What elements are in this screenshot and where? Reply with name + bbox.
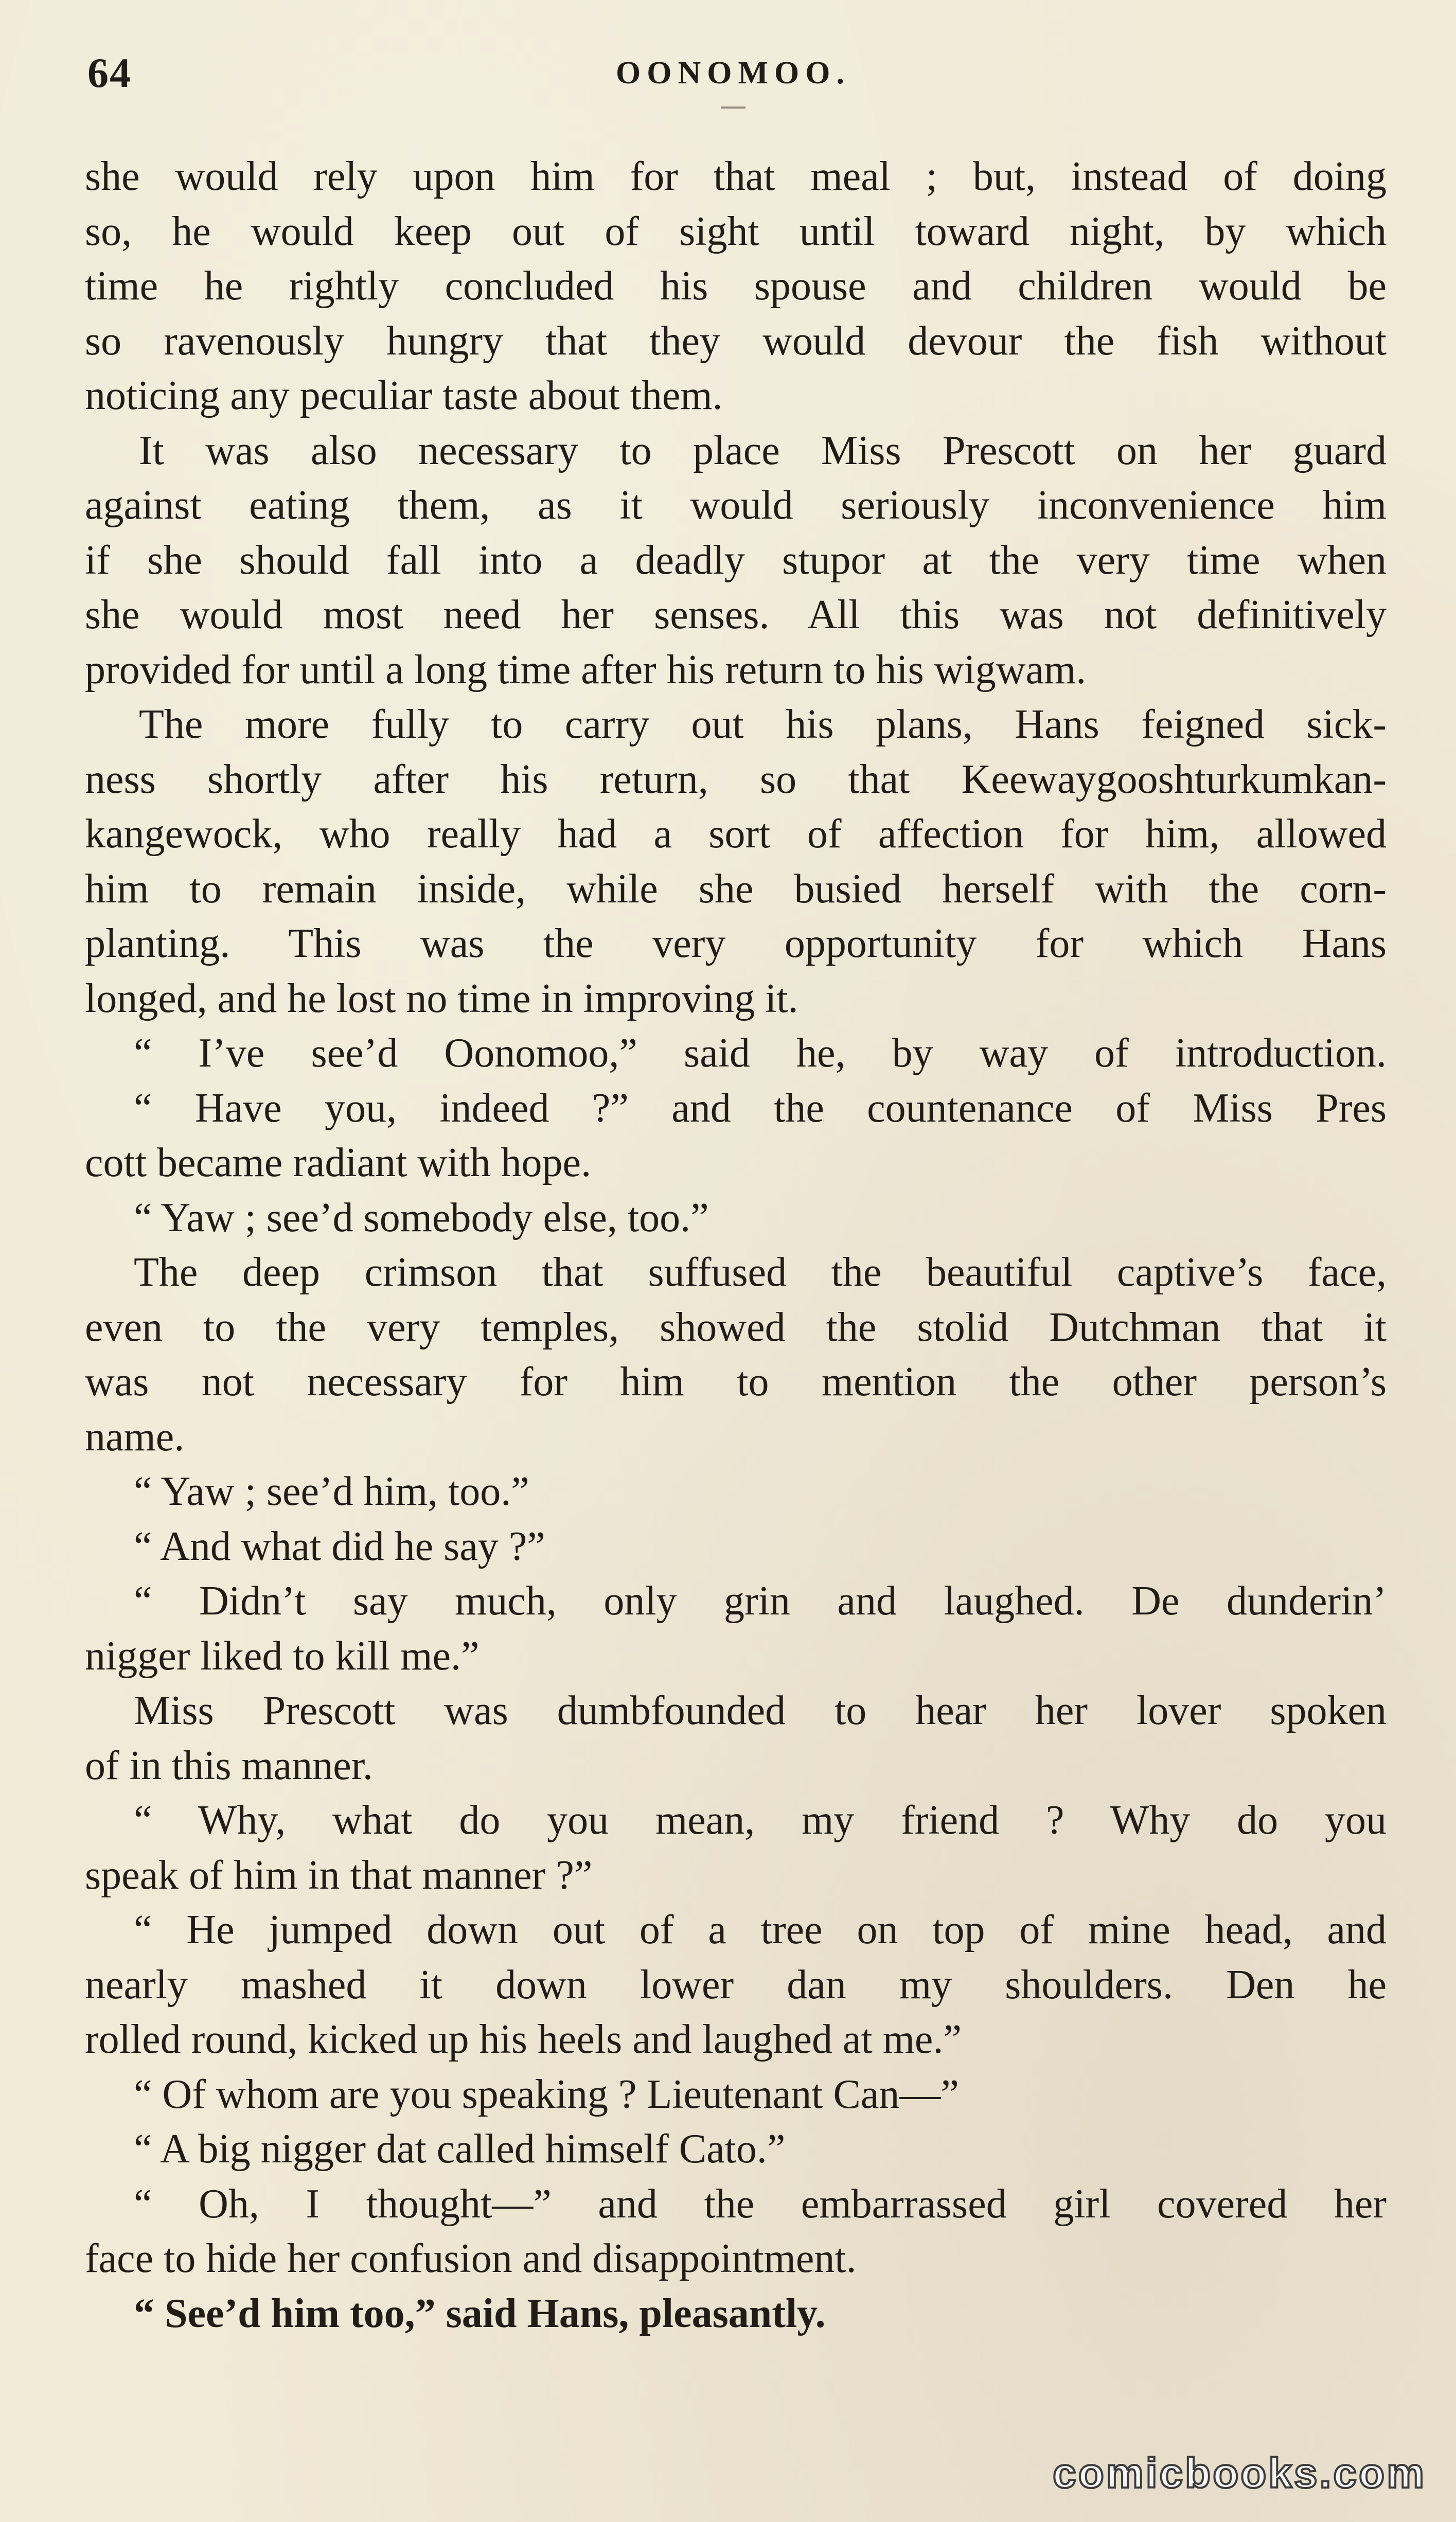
text-line: “ Yaw ; see’d somebody else, too.” <box>134 1195 709 1240</box>
text-line: longed, and he lost no time in improving it. <box>85 975 798 1021</box>
text-line: “ I’ve see’d Oonomoo,” said he, by way of introduction. <box>134 1031 1387 1076</box>
text-line: speak of him in that manner ?” <box>85 1852 593 1898</box>
text-line: “ See’d him too,” said Hans, pleasantly. <box>134 2290 826 2336</box>
text-line: rolled round, kicked up his heels and laughed at me.” <box>85 2017 962 2062</box>
running-head: OONOMOO. <box>616 56 850 91</box>
text-line: so ravenously hungry that they would devour the fish without <box>85 318 1387 364</box>
text-line: “ He jumped down out of a tree on top of mine head, and <box>134 1907 1387 1952</box>
text-line: so, he would keep out of sight until toward night, by which <box>85 208 1387 254</box>
page-header <box>87 49 1379 111</box>
text-line: against eating them, as it would seriously inconvenience him <box>85 483 1387 528</box>
text-line: noticing any peculiar taste about them. <box>85 373 723 418</box>
text-line: Miss Prescott was dumbfounded to hear her lover spoken <box>134 1688 1387 1733</box>
text-line: ness shortly after his return, so that Keewaygooshturkumkan- <box>85 756 1387 802</box>
text-line: face to hide her confusion and disappointment. <box>85 2236 857 2281</box>
text-line: “ Didn’t say much, only grin and laughed. De dunderin’ <box>134 1578 1387 1624</box>
text-line: It was also necessary to place Miss Prescott on her guard <box>139 428 1387 473</box>
text-line: planting. This was the very opportunity for which Hans <box>85 921 1387 966</box>
text-line: she would most need her senses. All this was not definitively <box>85 592 1387 637</box>
text-line: nearly mashed it down lower dan my shoulders. Den he <box>85 1962 1387 2008</box>
text-line: time he rightly concluded his spouse and children would be <box>85 263 1387 309</box>
text-line: of in this manner. <box>85 1743 373 1788</box>
text-line: name. <box>85 1414 185 1460</box>
header-rule <box>721 106 745 109</box>
body-text <box>85 149 1387 2341</box>
text-line: even to the very temples, showed the stolid Dutchman that it <box>85 1304 1387 1350</box>
text-line: if she should fall into a deadly stupor at the very time when <box>85 537 1387 583</box>
text-line: nigger liked to kill me.” <box>85 1633 480 1679</box>
text-line: “ Why, what do you mean, my friend ? Why do you <box>134 1798 1387 1843</box>
text-line: The more fully to carry out his plans, Hans feigned sick- <box>139 702 1387 747</box>
text-line: “ Of whom are you speaking ? Lieutenant Can—” <box>134 2071 959 2117</box>
text-line: kangewock, who really had a sort of affection for him, allowed <box>85 811 1387 857</box>
text-line: “ Oh, I thought—” and the embarrassed girl covered her <box>134 2181 1387 2227</box>
text-line: “ Have you, indeed ?” and the countenance of Miss Pres <box>134 1085 1387 1131</box>
text-line: cott became radiant with hope. <box>85 1140 592 1185</box>
text-line: “ A big nigger dat called himself Cato.” <box>134 2126 786 2172</box>
watermark: comicbooks.com <box>1053 2450 1426 2497</box>
page-number: 64 <box>87 49 132 96</box>
text-line: “ And what did he say ?” <box>134 1523 545 1569</box>
text-line: him to remain inside, while she busied herself with the corn- <box>85 866 1387 912</box>
text-line: she would rely upon him for that meal ; but, instead of doing <box>85 154 1387 199</box>
text-line: “ Yaw ; see’d him, too.” <box>134 1469 529 1514</box>
text-line: was not necessary for him to mention the other person’s <box>85 1359 1387 1405</box>
text-line: The deep crimson that suffused the beautiful captive’s face, <box>134 1250 1387 1295</box>
text-line: provided for until a long time after his return to his wigwam. <box>85 647 1087 692</box>
